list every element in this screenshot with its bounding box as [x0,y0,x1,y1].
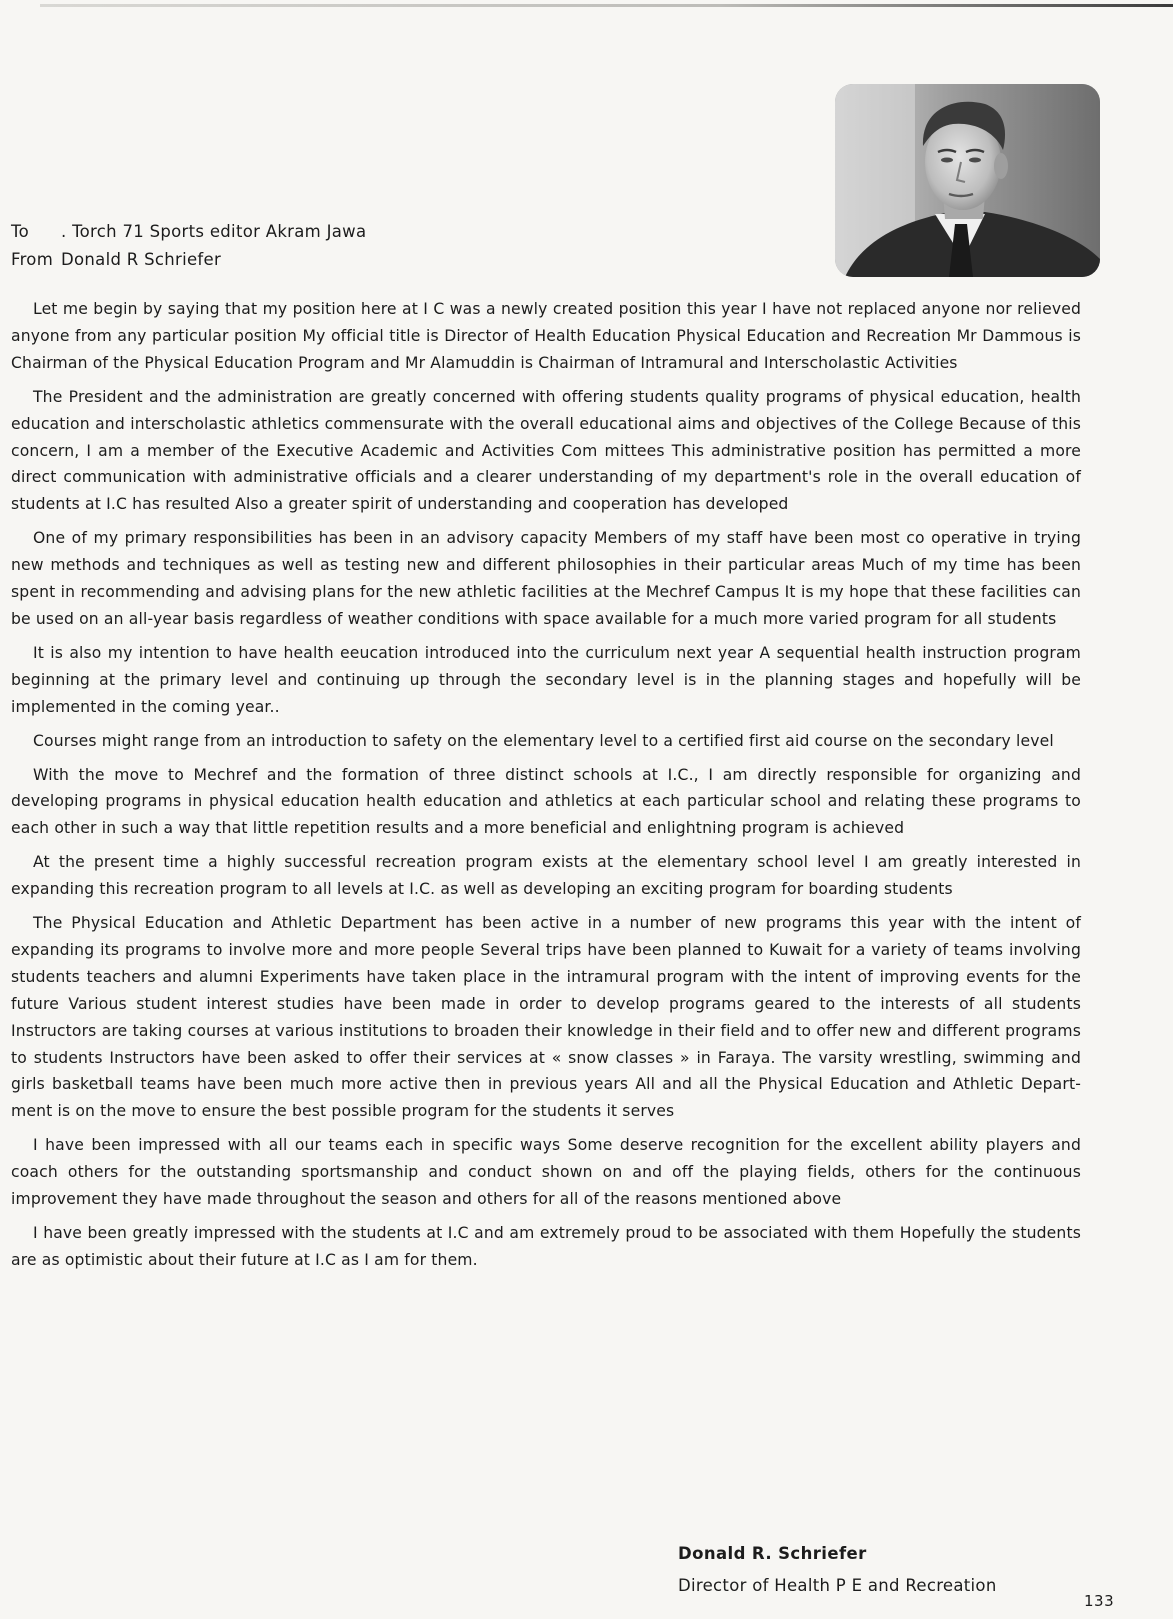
to-line [11,218,366,246]
signature-title: Director of Health P E and Recreation [678,1576,997,1595]
paragraph: I have been impressed with all our teams each in specific ways Some deserve recognition for the excellent ability players and coach others for the outstanding sportsmanship and conduct shown on and off the playing fields, others for the continuous improvement they have made throughout the season and others for all of the reasons mentioned above [11,1136,1081,1209]
paragraph: With the move to Mechref and the formation of three distinct schools at I.C., I am directly responsible for organizing and developing programs in physical education health education and athletics at each particular school and relating these programs to each other in such a way that little repetition results and a more beneficial and enlightning program is achieved [11,765,1081,838]
paragraph: I have been greatly impressed with the students at I.C and am extremely proud to be associated with them Hopefully the students are as optimistic about their future at I.C as I am for them. [11,1224,1081,1269]
paragraph: Let me begin by saying that my position here at I C was a newly created position this year I have not replaced anyone nor relieved anyone from any particular position My official title is Director of Health Education Physical Education and Recreation Mr Dammous is Chairman of the Physical Education Program and Mr Alamuddin is Chairman of Intramural and Interscholastic Activities [11,300,1081,372]
author-photo [835,84,1100,277]
signature-name: Donald R. Schriefer [678,1544,867,1563]
to-value: . Torch 71 Sports editor Akram Jawa [61,222,367,241]
paragraph: The President and the administration are greatly concerned with offering students quality programs of physical education, health education and interscholastic athletics commensurate with the overall educational aims and objectives of the College Because of this concern, I am a member of the Executive Academic and Activities Com mittees This administrative position has permitted a more direct communication with administrative officials and a clearer understanding of my department's role in the overall education of students at I.C has resulted Also a greater spirit of understanding and cooperation has developed [11,387,1081,514]
from-value: Donald R Schriefer [61,250,222,269]
paragraph: Courses might range from an introduction to safety on the elementary level to a certified first aid course on the secondary level [33,731,1054,750]
letter-body [11,296,1081,1281]
from-label: From [11,250,54,269]
page-number: 133 [1084,1592,1115,1610]
signature-block [678,1538,997,1602]
from-line [11,246,366,274]
memo-header [11,218,366,274]
paragraph: One of my primary responsibilities has been in an advisory capacity Members of my staff have been most co operative in trying new methods and techniques as well as testing new and different philosophies in their particular areas Much of my time has been spent in recommending and advising plans for the new athletic facilities at the Mechref Campus It is my hope that these facilities can be used on an all-year basis regardless of weather conditions with space available for a much more varied program for all students [11,529,1081,628]
top-rule [40,4,1173,7]
to-label: To [11,222,29,241]
paragraph: The Physical Education and Athletic Department has been active in a number of new programs this year with the intent of expanding its programs to involve more and more people Several trips have been planned to Kuwait for a variety of teams involving students teachers and alumni Experiments have taken place in the intramural program with the intent of improving events for the future Various student interest studies have been made in order to develop programs geared to the interests of all students Instructors are taking courses at various institutions to broaden their knowledge in their field and to offer new and different programs to students Instructors have been asked to offer their services at « snow classes » in Faraya. The varsity wrestling, swimming and girls basketball teams have been much more active then in previous years All and all the Physical Education and Athletic Depart-ment is on the move to ensure the best possible program for the students it serves [11,914,1081,1121]
paragraph: At the present time a highly successful recreation program exists at the elementary school level I am greatly interested in expanding this recreation program to all levels at I.C. as well as developing an exciting program for boarding students [11,853,1081,899]
paragraph: It is also my intention to have health eeucation introduced into the curriculum next year A sequential health instruction program beginning at the primary level and continuing up through the secondary level is in the planning stages and hopefully will be implemented in the coming year.. [11,643,1081,716]
